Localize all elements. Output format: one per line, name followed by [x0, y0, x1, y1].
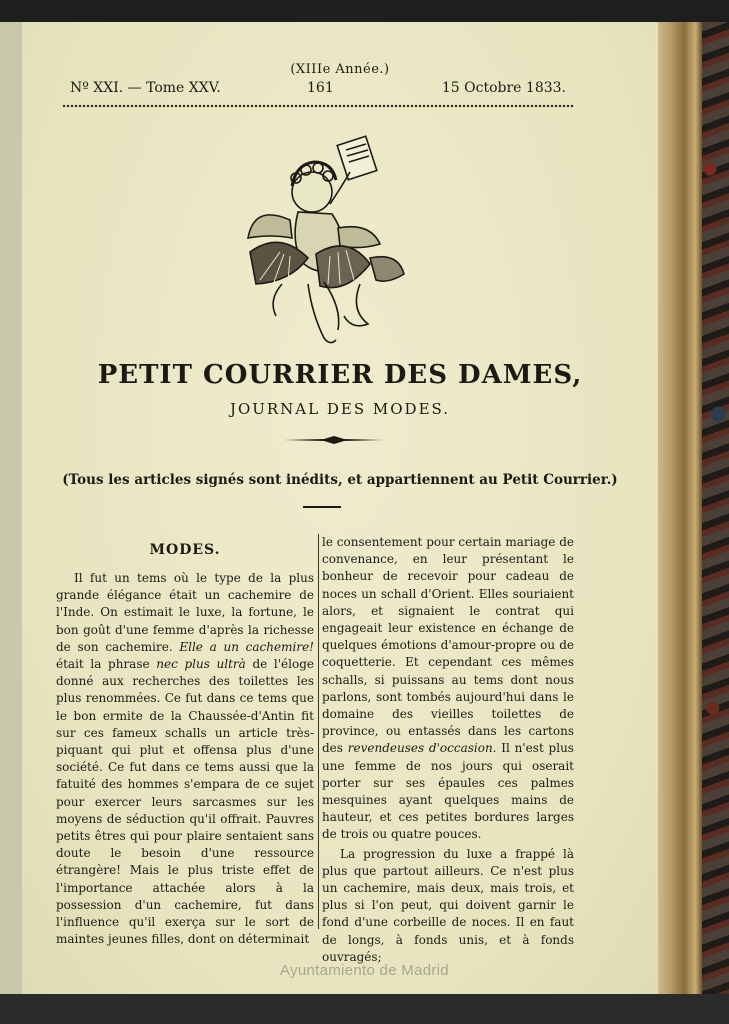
paragraph-text: La progression du luxe a frappé là plus que partout ailleurs. Ce n'est plus un cachemire, mais deux, mais trois, et plus si l'on peut, qui doivent garnir le fond d'une corbeille de noces. Il en faut de longs, à fonds unis, et à fonds ouvragés;	[322, 846, 574, 964]
header-ornament-line	[62, 104, 574, 108]
journal-title: PETIT COURRIER DES DAMES,	[97, 360, 583, 390]
issue-number: Nº XXI. — Tome XXV.	[70, 80, 221, 96]
archive-watermark: Ayuntamiento de Madrid	[280, 962, 449, 979]
scan-left-edge	[0, 22, 22, 994]
document-page	[22, 22, 658, 994]
annee-label: (XIIIe Année.)	[290, 62, 390, 77]
paragraph	[322, 534, 574, 844]
article-right-column	[322, 534, 574, 966]
italic-phrase: Elle a un cachemire!	[179, 639, 314, 654]
paragraph-text: de l'éloge donné aux recherches des toilettes les plus renommées. Ce fut dans ce tems que le bon ermite de la Chaussée-d'Antin fit sur ces fameux schalls un article très-piquant qui plut et offensa plus d'une société. Ce fut dans ce tems aussi que la fatuité des hommes s'empara de ce sujet pour exercer leurs sarcasmes sur les moyens de séduction qu'il offrait. Pauvres petits êtres qui pour plaire sentaient sans doute le besoin d'une ressource étrangère! Mais le plus triste effet de l'importance attachée alors à la possession d'un cachemire, fut dans l'influence qu'il exerça sur le sort de maintes jeunes filles, dont on déterminait	[56, 657, 314, 947]
page-number: 161	[307, 80, 334, 96]
paragraph-text: Il fut un tems où le type de la plus grande élégance était un cachemire de l'Inde. On estimait le luxe, la fortune, le bon goût d'une femme d'après la richesse de son cachemire.	[56, 571, 314, 654]
article-left-column	[56, 570, 314, 948]
book-spine-edge	[658, 22, 702, 1002]
paragraph-text: le consentement pour certain mariage de convenance, en leur présentant le bonheur de recevoir pour cadeau de noces un schall d'Orient. Elles souriaient alors, et signaient le contrat qui engageait leur existence en échange de quelques émotions d'amour-propre ou de coquetterie. Et cependant ces mêmes schalls, si puissans au tems dont nous parlons, sont tombés aujourd'hui dans le domaine des vieilles toilettes de province, ou entassés dans les cartons des	[322, 535, 574, 756]
journal-subtitle: JOURNAL DES MODES.	[229, 400, 451, 418]
column-separator	[318, 534, 319, 929]
section-divider	[303, 506, 341, 508]
page-header	[22, 80, 658, 102]
marbled-edge	[702, 22, 729, 1002]
issue-date: 15 Octobre 1833.	[441, 80, 566, 96]
rights-notice: (Tous les articles signés sont inédits, et appartiennent au Petit Courrier.)	[62, 472, 618, 488]
ornamental-rule-icon	[284, 434, 384, 446]
italic-phrase: nec plus ultrà	[156, 657, 246, 672]
cherub-emblem-icon	[220, 134, 410, 354]
paragraph-text: Il n'est plus une femme de nos jours qui oserait porter sur ses épaules ces palmes mesquines ayant quelques mains de hauteur, et ces petites bordures larges de trois ou quatre pouces.	[322, 741, 574, 842]
italic-phrase: revendeuses d'occasion.	[347, 741, 497, 756]
article-heading: MODES.	[149, 542, 221, 558]
paragraph	[322, 846, 574, 966]
scan-top-border	[0, 0, 729, 22]
scan-bottom-border	[0, 994, 729, 1024]
paragraph	[56, 570, 314, 948]
paragraph-text: était la phrase	[56, 657, 150, 672]
